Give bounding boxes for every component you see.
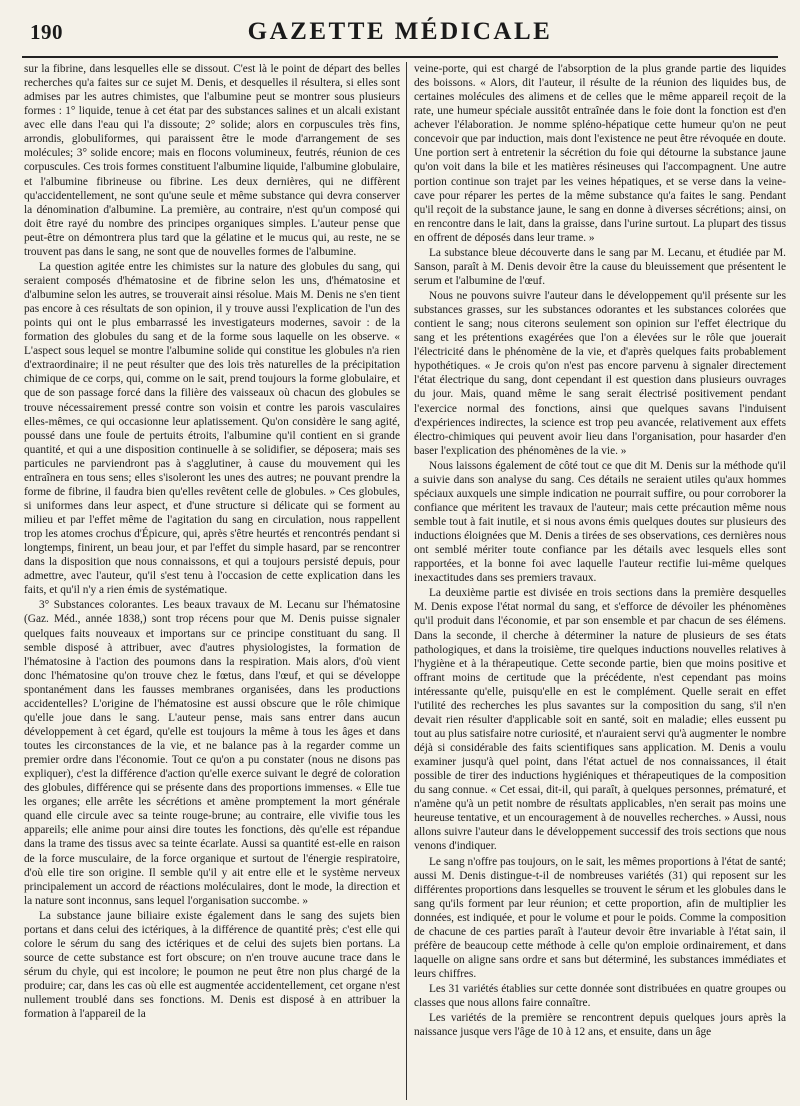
paragraph: Les 31 variétés établies sur cette donnée sont distribuées en quatre groupes ou classes que nous allons faire connaître. [414,983,786,1010]
page-header [22,14,778,48]
paragraph: Nous laissons également de côté tout ce que dit M. Denis sur la méthode qu'il a suivie dans son analyse du sang. Ces détails ne seraient utiles qu'aux hommes spéciaux auxquels une simple indication ne pourrait suffire, ou pour corroborer la confiance que méritent les travaux de l'auteur; mais cette précaution même nous semble tout à fait inutile, et si nous avons émis quelques doutes sur plusieurs des inductions éloignées que M. Denis a tirées de ses observations, ces dernières nous ont semblé mériter toute confiance par les détails avec lesquels elles sont rapportées, et la bonne foi avec laquelle l'auteur rectifie lui-même quelques inexactitudes dans ses premiers travaux. [414,459,786,585]
left-column [24,62,400,1102]
paragraph: sur la fibrine, dans lesquelles elle se dissout. C'est là le point de départ des belles recherches qu'a faites sur ce sujet M. Denis, et desquelles il résultera, si elles sont admises par les autres chimistes, que l'albumine peut se montrer sous plusieurs formes : 1° liquide, tenue à cet état par des substances salines et un alcali existant avec elle dans l'eau qui l'a dissoute; 2° solide; alors en corpuscules très fins, arrondis, globuliformes, qui paraissent être le mode d'arrangement de ses molécules; 3° solide encore; mais en flocons volumineux, feutrés, réunion de ces corpuscules. Ces trois formes constituent l'albumine liquide, l'albumine globulaire, et l'albumine fibrineuse ou fibrine. Les deux dernières, qui ne diffèrent qu'accidentellement, ne sont qu'une seule et même substance qui devra conserver la dénomination d'albumine. La première, au contraire, n'est qu'un composé qui doit être rayé du nombre des principes organiques simples. L'auteur pense que peut-être on démontrera plus tard que la gélatine et le mucus qui, au reste, ne se trouvent pas dans le sang, ne sont que de nouvelles formes de l'albumine. [24,63,400,258]
page-number: 190 [30,20,63,44]
paragraph: La question agitée entre les chimistes sur la nature des globules du sang, qui seraient composés d'hématosine et de fibrine selon les uns, d'hématosine et d'albumine selon les autres, se trouverait ainsi résolue. Mais M. Denis ne s'en tient pas encore à ces résultats de son opinion, il y trouve aussi l'explication de l'un des points qui ont le plus embarrassé les investigateurs modernes, savoir : de la formation des globules du sang et de la forme sous laquelle on les observe. « L'aspect sous lequel se montre l'albumine solide qui constitue les globules n'a rien d'extraordinaire; il ne peut résulter que des lois très naturelles de la précipitation chimique de ce corps, qui, comme on le sait, prend toujours la forme globulaire, et que de son passage forcé dans la filière des vaisseaux où chacun des globules se trouve nécessairement pressé contre son voisin et contre les parois vasculaires elles-mêmes, ce qui occasionne leur aplatissement. Qu'on considère le sang agité, poussé dans une foule de pertuits étroits, l'albumine qu'il contient en si grande quantité, et qui a une disposition continuelle à se solidifier, se déposera; mais ses particules ne parviendront pas à s'agglutiner, à cause du mouvement qui les entraînera en tous sens; elles s'isoleront les unes des autres; ne pouvant prendre la forme de fibrine, il faudra bien qu'elles revêtent celle de globules. » Ces globules, si uniformes dans leur aspect, et d'une structure si délicate qui se forment au milieu et par l'effet même de l'agitation du sang en circulation, nous rappellent trop les atomes crochus d'Épicure, qui, après s'être heurtés et rencontrés pendant si longtemps, finirent, un beau jour, et par l'effet du simple hasard, par se rencontrer dans la disposition que nous connaissons, et qui a toujours persisté depuis, pour admettre, avec l'auteur, qu'il s'est tenu à l'occasion de cette explication dans les faits, et qu'il n'y a rien émis de systématique. [24,260,400,597]
journal-title: GAZETTE MÉDICALE [247,18,553,45]
column-divider [406,62,407,1100]
paragraph: Nous ne pouvons suivre l'auteur dans le développement qu'il présente sur les substances grasses, sur les substances odorantes et les substances colorées que contient le sang; nous citerons seulement son opinion sur l'effet électrique du sang et les prétentions exagérées que l'on a élevées sur le rôle que jouerait l'électricité dans le phénomène de la vie, et d'après quelques faits probablement hypothétiques. « Je crois qu'on n'est pas encore parvenu à signaler directement l'état électrique du sang, dont cependant il est question dans plusieurs ouvrages du jour. Mais, quand même le sang serait électrisé positivement pendant l'exercice normal des fonctions, ainsi que quelques savans l'induisent d'expériences indirectes, la science est trop peu avancée, relativement aux effets électro-chimiques qui peuvent avoir lieu dans l'organisation, pour hasarder d'en baser l'explication des phénomènes de la vie. » [414,290,786,457]
paragraph: veine-porte, qui est chargé de l'absorption de la plus grande partie des liquides des boissons. « Alors, dit l'auteur, il résulte de la réunion des liquides bus, de certaines molécules des alimens et de celles que le même appareil reçoit de la rate, une humeur spéciale aussitôt entraînée dans le foie dont la fonction est d'en achever l'élaboration. Je nomme splénо-hépatique cette humeur qu'on ne peut concevoir que par induction, mais dont l'existence ne peut être révoquée en doute. Une portion sert à entretenir la sécrétion du foie qui détourne la substance jaune qu'on voit dans la bile et les matières résineuses qui l'accompagnent. Une autre portion continue son trajet par les veines hépatiques, et se verse dans la veine-cave pour réparer les pertes de la même substance qu'a faites le sang. Pendant qu'il reçoit de la substance jaune, le sang en donne à diverses sécrétions; ainsi, on en rencontre dans le lait, dans la graisse, dans l'urine surtout. La plupart des tissus en offrent de déposés dans leur trame. » [414,63,786,244]
paragraph: 3° Substances colorantes. Les beaux travaux de M. Lecanu sur l'hématosine (Gaz. Méd., année 1838,) sont trop récens pour que M. Denis puisse signaler quelques faits nouveaux et importans sur ce principe constituant du sang. Il semble disposé à attribuer, avec d'autres physiologistes, la formation de l'hématosine à l'action des poumons dans la respiration. Mais alors, d'où vient donc l'hématosine qu'on trouve chez le fœtus, dans l'œuf, et qui se développe spontanément dans les fausses membranes organisées, dans les productions accidentelles? L'origine de l'hématosine est aussi obscure que le rôle chimique qu'elle joue dans le sang. L'auteur pense, mais sans entrer dans aucun développement à cet égard, qu'elle est toujours la même à tous les âges et dans toutes les circonstances de la vie, et ne balance pas à la regarder comme un premier ordre dans l'économie. Tout ce qu'on a pu constater (nous ne disons pas expliquer), c'est la différence d'action qu'elle exerce suivant le degré de coloration des globules, différence qui se présente dans des proportions immenses. « Elle tue les organes; elle arrête les sécrétions et amène promptement la mort générale quand elle circule avec sa teinte rouge-brune; au contraire, elle vivifie tous les appareils; elle anime pour ainsi dire toutes les fonctions, dès qu'elle est répandue dans la trame des tissus avec sa teinte écarlate. Aussi sa quantité est-elle en raison de la force musculaire, de la force organique et surtout de l'énergie respiratoire, d'où elle tire son origine. Il semble qu'il y ait entre elle et le système nerveux principalement un accord de réactions moléculaires, dont le mode, la direction et la nature sont inconnus, sans lequel l'organisation succombe. » [24,599,400,907]
paragraph: La deuxième partie est divisée en trois sections dans la première desquelles M. Denis expose l'état normal du sang, et s'efforce de dévoiler les phénomènes qu'il produit dans l'économie, et par son ensemble et par chacun de ses élémens. Dans la seconde, il cherche à déterminer la nature de plusieurs de ses états pathologiques, et dans la troisième, tire quelques inductions nouvelles relatives à l'hygiène et à la thérapeutique. Cette seconde partie, bien que moins positive et offrant moins de certitude que la précédente, n'est cependant pas moins intéressante qu'elle, puisqu'elle en est le complément. Quelle serait en effet l'utilité des recherches les plus savantes sur la composition du sang, s'il n'en devait rien résulter d'applicable soit en santé, soit en maladie; elles eussent pu tout au plus satisfaire notre curiosité, et n'auraient servi qu'à augmenter le nombre déjà si considérable des faits scientifiques sans application. M. Denis a voulu examiner jusqu'à quel point, dans l'état actuel de nos connaissances, il était possible de tirer des inductions hygiéniques et thérapeutiques de la composition du sang connue. « Cet essai, dit-il, qui paraît, à quelques personnes, prématuré, et n'amène qu'à un petit nombre de résultats applicables, n'en serait pas moins une heureuse tentative, et un encouragement à de nouvelles recherches. » Aussi, nous allons suivre l'auteur dans le développement successif des trois sections que nous venons d'indiquer. [414,587,786,853]
paragraph: Le sang n'offre pas toujours, on le sait, les mêmes proportions à l'état de santé; aussi M. Denis distingue-t-il de nombreuses variétés (31) qui reposent sur les différentes proportions dans lesquelles se trouvent le sérum et les globules dans le sang qu'ils forment par leur réunion; et cette proportion, afin de multiplier les données, est indiquée, et pour le volume et pour le poids. Comme la composition de chacune de ces parties paraît à l'auteur devoir être invariable à l'état sain, il préfère de beaucoup cette méthode à celle qu'on emploie ordinairement, et dans laquelle on aligne sans ordre et sans but déterminé, les substances immédiates et leurs chiffres. [414,855,786,980]
paragraph: La substance jaune biliaire existe également dans le sang des sujets bien portans et dans celui des ictériques, à la différence de quantité près; c'est elle qui colore le sérum du sang des ictériques et de celui des sujets bien portans. La source de cette substance est fort obscure; on n'en trouve aucune trace dans le sérum du chyle, qui est incolore; le poumon ne peut être non plus chargé de la produire; car, dans les cas où elle est augmentée accidentellement, cet organe n'est nullement troublé dans ses fonctions. M. Denis est disposé à en attribuer la formation à l'appareil de la [24,909,400,1021]
paragraph: La substance bleue découverte dans le sang par M. Lecanu, et étudiée par M. Sanson, paraît à M. Denis devoir être la cause du bleuissement que présentent le serum et l'albumine de l'œuf. [414,246,786,287]
header-rule [22,56,778,58]
paragraph: Les variétés de la première se rencontrent depuis quelques jours après la naissance jusque vers l'âge de 10 à 12 ans, et ensuite, dans un âge [414,1012,786,1039]
right-column [414,62,786,1102]
